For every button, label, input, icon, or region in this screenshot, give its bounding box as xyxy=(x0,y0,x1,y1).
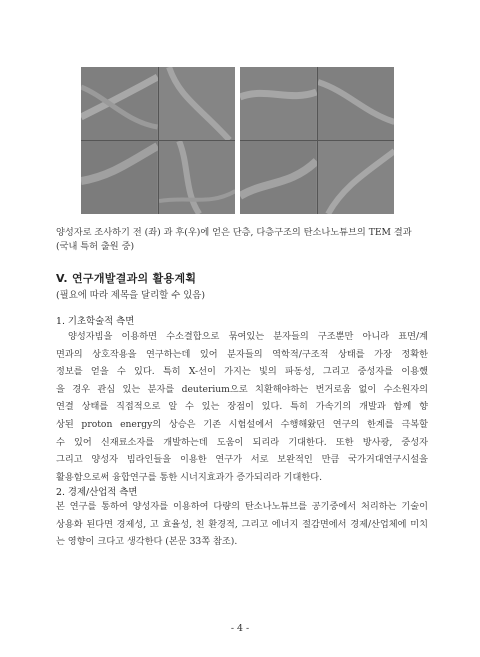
paragraph-line: 활용함으로써 융합연구를 통한 시너지효과가 증가되리라 기대한다. xyxy=(56,471,323,483)
paragraph-line: 면과의 상호작용을 연구하는데 있어 분자들의 역학적/구조적 상태를 가장 정확한 xyxy=(56,348,428,360)
tem-image xyxy=(318,67,395,140)
tem-image xyxy=(159,141,236,214)
tem-image xyxy=(240,141,317,214)
tem-images-after xyxy=(240,67,394,214)
paragraph-line: 상용화 된다면 경제성, 고 효율성, 친 환경적, 그리고 에너지 절감면에서 경제/산업체에 미치 xyxy=(56,518,428,530)
paragraph-line: 상된 proton energy의 상승은 기존 시험설에서 수행해왔던 연구의 한계를 극복할 xyxy=(56,418,428,430)
paragraph-line: 을 경우 관심 있는 분자를 deuterium으로 치환해야하는 번거로움 없이 수소원자의 xyxy=(56,383,428,395)
caption-note: (국내 특허 출원 중) xyxy=(56,241,135,252)
tem-image xyxy=(81,141,158,214)
paragraph-line: 그리고 양성자 빔라인들을 이용한 연구가 서로 보완적인 만큼 국가거대연구시설을 xyxy=(56,454,428,466)
paragraph-line: 는 영향이 크다고 생각한다 (본문 33쪽 참조). xyxy=(56,536,238,548)
subsection-heading: 1. 기초학술적 측면 xyxy=(56,316,135,327)
paragraph-line: 연결 상태를 직접적으로 알 수 있는 장점이 있다. 특히 가속기의 개발과 함께 향 xyxy=(56,401,428,413)
figure-caption xyxy=(56,226,466,254)
tem-image xyxy=(318,141,395,214)
paragraph-line: 양성자빔을 이용하면 수소결합으로 묶여있는 분자들의 구조뿐만 아니라 표면/계 xyxy=(68,331,428,342)
tem-images-before xyxy=(81,67,235,214)
paragraph-line: 본 연구를 통하여 양성자를 이용하여 다량의 탄소나노튜브를 공기중에서 처리하는 기술이 xyxy=(56,501,428,512)
tem-image xyxy=(159,67,236,140)
section-note: (필요에 따라 제목을 달리할 수 있음) xyxy=(56,290,206,301)
tem-image xyxy=(81,67,158,140)
paragraph-line: 수 있어 신재료소자를 개발하는데 도움이 되리라 기대한다. 또한 방사광, 중성자 xyxy=(56,436,428,448)
caption-line: 양성자로 조사하기 전 (좌) 과 후(우)에 얻은 단층, 다층구조의 탄소나노튜브의 TEM 결과 xyxy=(56,227,412,238)
page-number: - 4 - xyxy=(230,623,250,634)
section-title: V. 연구개발결과의 활용계획 xyxy=(56,272,197,285)
paragraph-basic-science xyxy=(56,328,428,486)
subsection-heading: 2. 경제/산업적 측면 xyxy=(56,487,138,498)
paragraph-line: 정보를 얻을 수 있다. 특히 X-선이 가지는 빛의 파동성, 그리고 중성자를 이용했 xyxy=(56,366,428,378)
tem-image xyxy=(240,67,317,140)
paragraph-economic xyxy=(56,498,428,551)
